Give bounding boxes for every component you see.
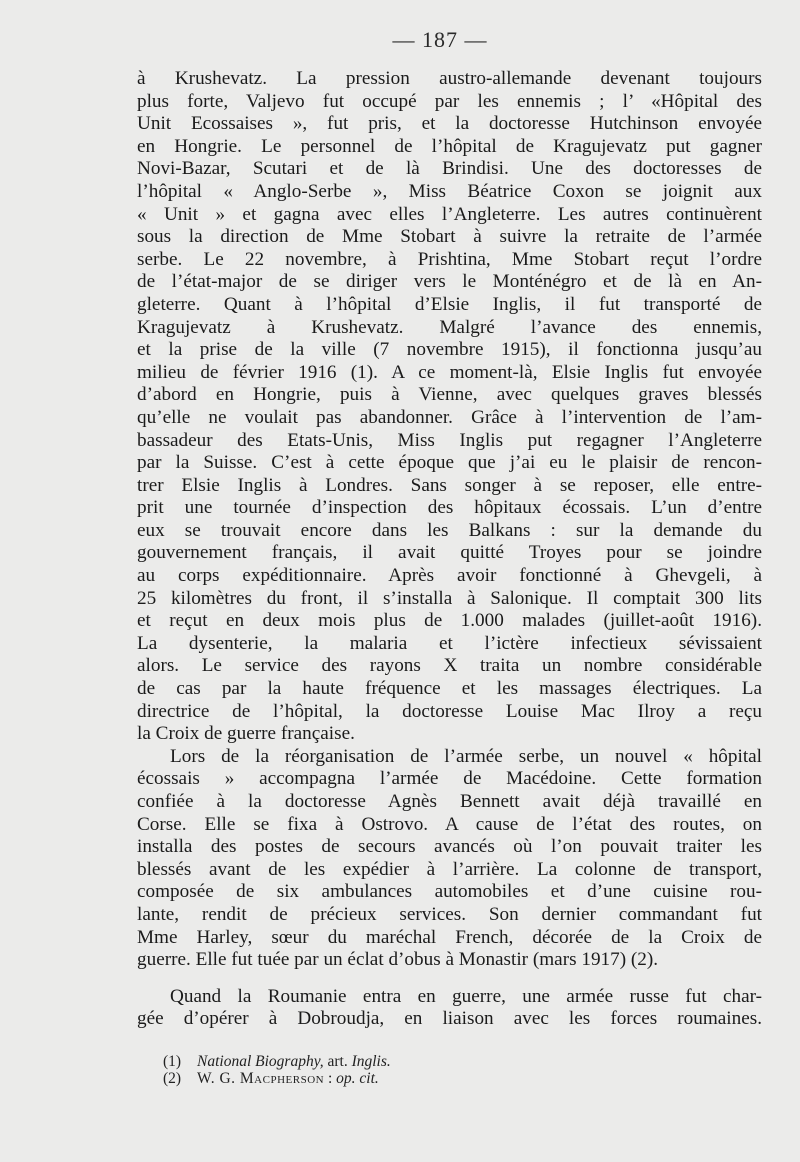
footnote-1 xyxy=(163,1053,723,1070)
text-line: La dysenterie, la malaria et l’ictère infectieux sévissaient xyxy=(137,632,762,654)
paragraph-1 xyxy=(137,68,762,746)
text-line: d’abord en Hongrie, puis à Vienne, avec quelques graves blessés xyxy=(137,384,762,406)
text-line: gée d’opérer à Dobroudja, en liaison avec les forces roumaines. xyxy=(137,1008,762,1030)
text-line: en Hongrie. Le personnel de l’hôpital de Kragujevatz put gagner xyxy=(137,135,762,157)
text-line: de cas par la haute fréquence et les massages électriques. La xyxy=(137,678,762,700)
text-line: Quand la Roumanie entra en guerre, une armée russe fut char- xyxy=(170,985,762,1007)
footnote-number: (2) xyxy=(163,1070,182,1087)
text-line: milieu de février 1916 (1). A ce moment-là, Elsie Inglis fut envoyée xyxy=(137,361,762,383)
text-line: trer Elsie Inglis à Londres. Sans songer à se reposer, elle entre- xyxy=(137,474,762,496)
text-line: gleterre. Quant à l’hôpital d’Elsie Inglis, il fut transporté de xyxy=(137,293,762,315)
text-line: par la Suisse. C’est à cette époque que j’ai eu le plaisir de rencon- xyxy=(137,452,762,474)
text-line: et reçut en deux mois plus de 1.000 malades (juillet-août 1916). xyxy=(137,610,762,632)
text-line: la Croix de guerre française. xyxy=(137,723,355,745)
text-line: blessés avant de les expédier à l’arrière. La colonne de transport, xyxy=(137,858,762,880)
text-line: écossais » accompagna l’armée de Macédoine. Cette formation xyxy=(137,768,762,790)
footnote-text: art. xyxy=(323,1053,352,1070)
paragraph-spacer xyxy=(137,972,762,986)
text-line: directrice de l’hôpital, la doctoresse Louise Mac Ilroy a reçu xyxy=(137,700,762,722)
text-line: Mme Harley, sœur du maréchal French, décorée de la Croix de xyxy=(137,926,762,948)
text-line: gouvernement français, il avait quitté Troyes pour se joindre xyxy=(137,542,762,564)
text-line: plus forte, Valjevo fut occupé par les ennemis ; l’ «Hôpital des xyxy=(137,90,762,112)
footnote-separator: : xyxy=(324,1070,337,1087)
paragraph-3 xyxy=(137,986,762,1031)
text-line: Corse. Elle se fixa à Ostrovo. A cause de l’état des routes, on xyxy=(137,813,762,835)
text-line: « Unit » et gagna avec elles l’Angleterre. Les autres continuèrent xyxy=(137,203,762,225)
text-line: serbe. Le 22 novembre, à Prishtina, Mme Stobart reçut l’ordre xyxy=(137,248,762,270)
footnotes xyxy=(163,1053,723,1087)
text-line: alors. Le service des rayons X traita un nombre considérable xyxy=(137,655,762,677)
text-line: à Krushevatz. La pression austro-allemande devenant toujours xyxy=(137,68,762,89)
footnote-number: (1) xyxy=(163,1053,182,1070)
text-line: bassadeur des Etats-Unis, Miss Inglis put regagner l’Angleterre xyxy=(137,429,762,451)
text-line: Unit Ecossaises », fut pris, et la doctoresse Hutchinson envoyée xyxy=(137,113,762,135)
text-line: 25 kilomètres du front, il s’installa à Salonique. Il comptait 300 lits xyxy=(137,587,762,609)
text-line: guerre. Elle fut tuée par un éclat d’obus à Monastir (mars 1917) (2). xyxy=(137,949,659,971)
text-line: eux se trouvait encore dans les Balkans : sur la demande du xyxy=(137,519,762,541)
text-line: confiée à la doctoresse Agnès Bennett avait déjà travaillé en xyxy=(137,791,762,812)
text-line: l’hôpital « Anglo-Serbe », Miss Béatrice Coxon se joignit aux xyxy=(137,180,762,202)
text-line: Kragujevatz à Krushevatz. Malgré l’avance des ennemis, xyxy=(137,316,762,338)
body-text xyxy=(137,68,762,1031)
text-line: Novi-Bazar, Scutari et de là Brindisi. Une des doctoresses de xyxy=(137,158,762,180)
footnote-work-title: National Biography, xyxy=(197,1053,324,1070)
footnote-2 xyxy=(163,1070,723,1087)
text-line: prit une tournée d’inspection des hôpitaux écossais. L’un d’entre xyxy=(137,497,762,519)
text-line: Lors de la réorganisation de l’armée serbe, un nouvel « hôpital xyxy=(170,745,762,767)
text-line: et la prise de la ville (7 novembre 1915), il fonctionna jusqu’au xyxy=(137,339,762,361)
footnote-author: W. G. Macpherson xyxy=(197,1070,325,1087)
text-line: lante, rendit de précieux services. Son dernier commandant fut xyxy=(137,903,762,925)
footnote-reference: Inglis. xyxy=(351,1053,391,1070)
paragraph-2 xyxy=(137,746,762,972)
text-line: au corps expéditionnaire. Après avoir fonctionné à Ghevgeli, à xyxy=(137,565,762,587)
text-line: sous la direction de Mme Stobart à suivre la retraite de l’armée xyxy=(137,226,762,248)
text-line: composée de six ambulances automobiles et d’une cuisine rou- xyxy=(137,881,762,903)
text-line: de l’état-major de se diriger vers le Monténégro et de là en An- xyxy=(137,271,762,293)
footnote-reference: op. cit. xyxy=(336,1070,379,1087)
text-line: installa des postes de secours avancés où l’on pouvait traiter les xyxy=(137,836,762,858)
text-line: qu’elle ne voulait pas abandonner. Grâce à l’intervention de l’am- xyxy=(137,406,762,428)
page-number: — 187 — xyxy=(392,27,488,52)
